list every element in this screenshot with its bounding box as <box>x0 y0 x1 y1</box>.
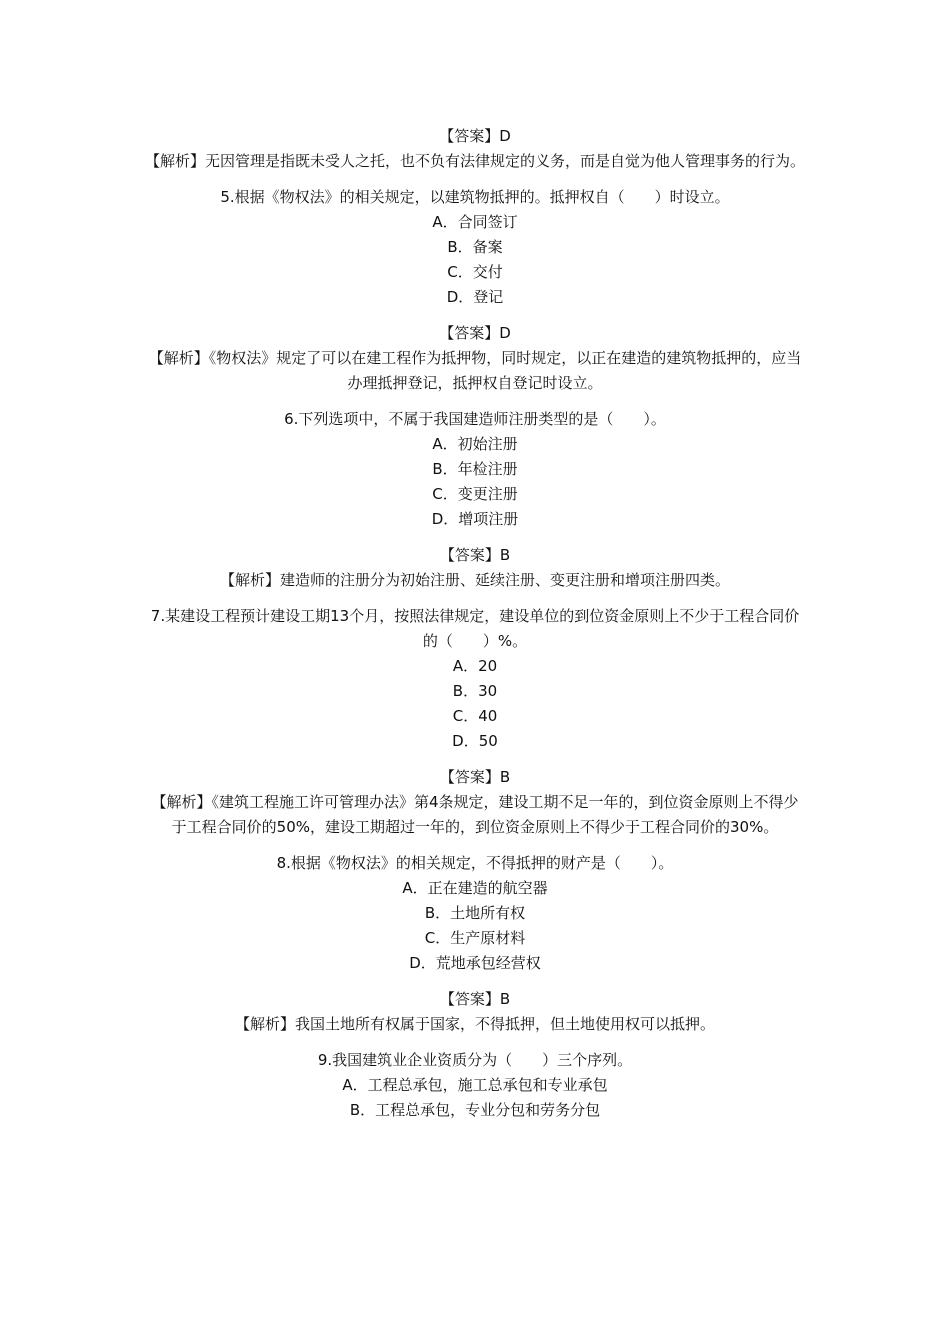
analysis-q7: 【解析】《建筑工程施工许可管理办法》第4条规定，建设工期不足一年的，到位资金原则上不得少于工程合同价的50%，建设工期超过一年的，到位资金原则上不得少于工程合同价的30%。 <box>151 793 799 836</box>
option-5d: D．登记 <box>446 288 504 306</box>
option-6a: A．初始注册 <box>432 435 518 453</box>
option-7c: C．40 <box>452 707 498 725</box>
analysis-q4: 【解析】无因管理是指既未受人之托，也不负有法律规定的义务，而是自觉为他人管理事务的行为。 <box>145 152 806 170</box>
question-9: 9.我国建筑业企业资质分为（ ）三个序列。 <box>317 1051 633 1069</box>
option-5c: C．交付 <box>447 263 503 281</box>
option-6b: B．年检注册 <box>432 460 518 478</box>
analysis-q5: 【解析】《物权法》规定了可以在建工程作为抵押物，同时规定，以正在建造的建筑物抵押的，应当办理抵押登记，抵押权自登记时设立。 <box>148 349 802 392</box>
option-5b: B．备案 <box>447 238 503 256</box>
option-9b: B．工程总承包，专业分包和劳务分包 <box>349 1101 601 1119</box>
option-7b: B．30 <box>452 682 498 700</box>
question-6: 6.下列选项中，不属于我国建造师注册类型的是（ ）。 <box>284 410 666 428</box>
option-6d: D．增项注册 <box>431 510 519 528</box>
question-8: 8.根据《物权法》的相关规定，不得抵押的财产是（ ）。 <box>276 854 674 872</box>
answer-q6: 【答案】B <box>439 546 511 564</box>
answer-q8: 【答案】B <box>439 990 511 1008</box>
option-7d: D．50 <box>452 732 498 750</box>
analysis-q6: 【解析】建造师的注册分为初始注册、延续注册、变更注册和增项注册四类。 <box>219 571 730 589</box>
option-8a: A．正在建造的航空器 <box>402 879 548 897</box>
option-8c: C．生产原材料 <box>424 929 526 947</box>
question-5: 5.根据《物权法》的相关规定，以建筑物抵押的。抵押权自（ ）时设立。 <box>220 188 730 206</box>
option-7a: A．20 <box>452 657 498 675</box>
analysis-q8: 【解析】我国土地所有权属于国家，不得抵押，但土地使用权可以抵押。 <box>234 1015 715 1033</box>
option-8b: B．土地所有权 <box>424 904 526 922</box>
answer-q4: 【答案】D <box>439 127 511 145</box>
option-6c: C．变更注册 <box>432 485 518 503</box>
option-9a: A．工程总承包，施工总承包和专业承包 <box>342 1076 608 1094</box>
option-5a: A．合同签订 <box>432 213 518 231</box>
answer-q5: 【答案】D <box>439 324 511 342</box>
answer-q7: 【答案】B <box>439 768 511 786</box>
option-8d: D．荒地承包经营权 <box>409 954 541 972</box>
question-7: 7.某建设工程预计建设工期13个月，按照法律规定，建设单位的到位资金原则上不少于工程合同价的（ ）%。 <box>150 607 800 650</box>
document-page <box>145 124 805 1123</box>
